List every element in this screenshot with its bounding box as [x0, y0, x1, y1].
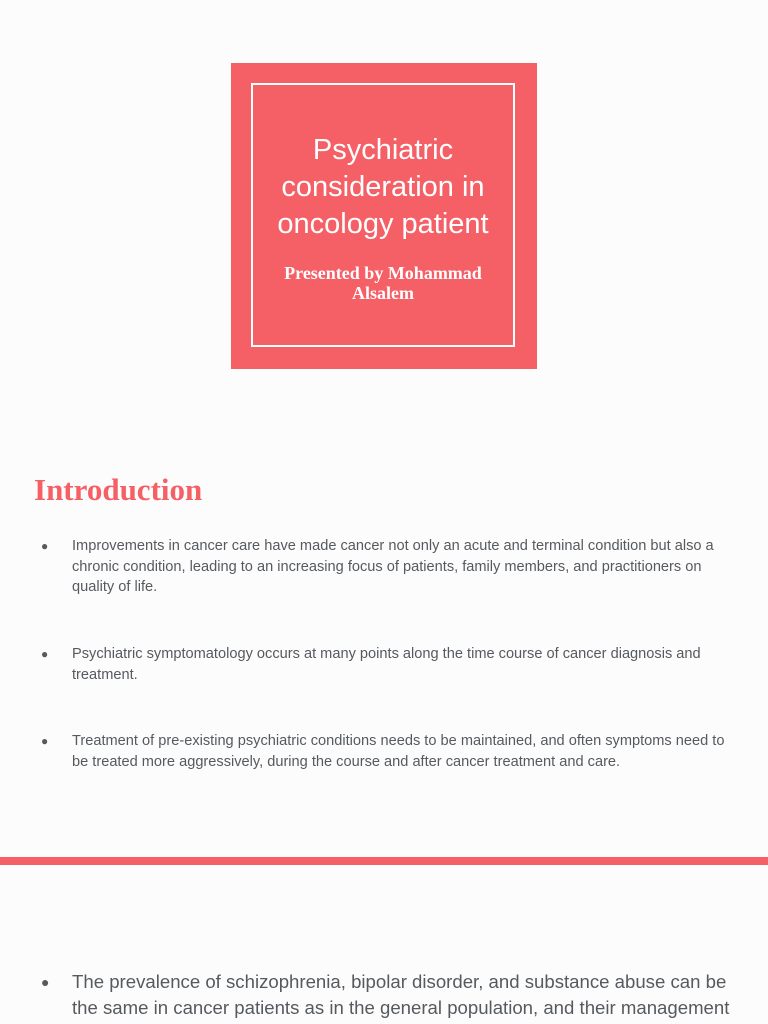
bullet-icon: ●	[41, 539, 49, 553]
presentation-title: Psychiatric consideration in oncology patient	[277, 133, 489, 240]
bullet-text: Improvements in cancer care have made cancer not only an acute and terminal condition but also a chronic condition, leading to an increasing focus of patients, family members, and practitioners on quality of life.	[72, 538, 714, 595]
title-slide-frame	[251, 83, 515, 347]
list-item	[41, 969, 741, 1021]
bullet-text: The prevalence of schizophrenia, bipolar disorder, and substance abuse can be the same in cancer patients as in the general population, and their management	[72, 971, 730, 1018]
title-slide-card	[231, 63, 537, 369]
presenter-name: Presented by Mohammad Alsalem	[284, 262, 482, 303]
bullet-icon: ●	[41, 734, 49, 748]
bullet-text: Treatment of pre-existing psychiatric conditions needs to be maintained, and often symptoms need to be treated more aggressively, during the course and after cancer treatment and care.	[72, 733, 725, 770]
bullet-icon: ●	[41, 974, 50, 990]
list-item	[41, 644, 741, 685]
slide-divider	[0, 857, 768, 865]
list-item	[41, 536, 741, 598]
bullet-icon: ●	[41, 647, 49, 661]
list-item	[41, 731, 741, 772]
section-heading-introduction: Introduction	[34, 472, 203, 507]
bullet-text: Psychiatric symptomatology occurs at many points along the time course of cancer diagnosis and treatment.	[72, 646, 701, 683]
